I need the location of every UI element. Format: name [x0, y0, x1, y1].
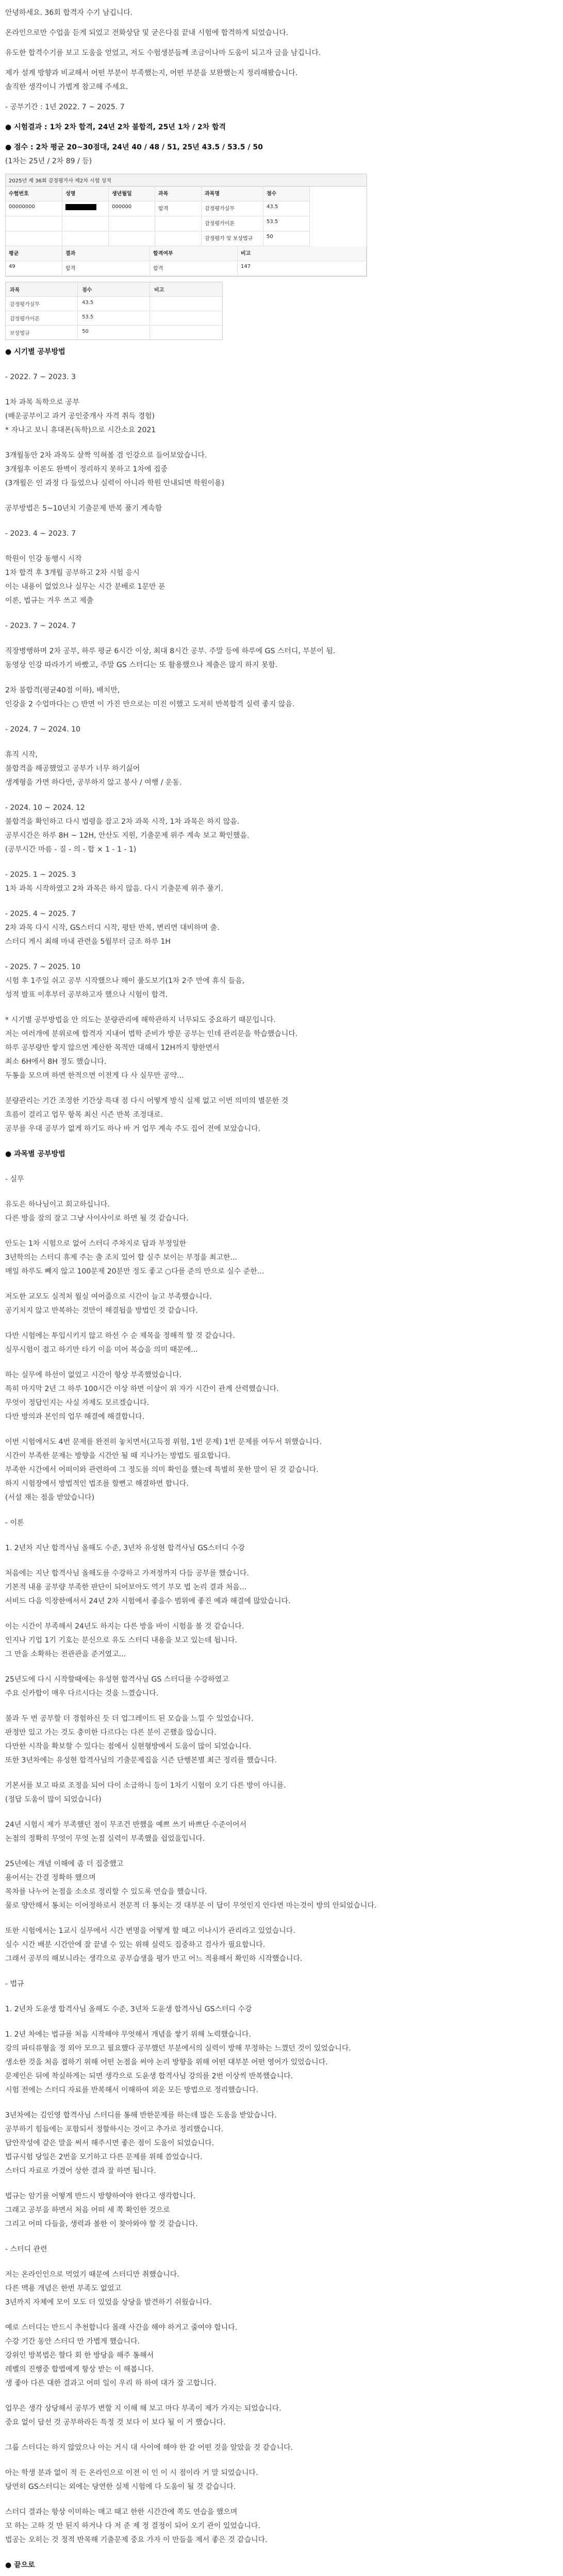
- result-table: [5, 174, 367, 277]
- body-line: 3년학의는 스터디 휴제 주는 출 조치 있어 합 실주 보이는 부정을 최고한...: [5, 1253, 237, 1262]
- table-cell: 53.5: [263, 216, 310, 231]
- body-line: 부족한 시간에서 어떠이와 관련하여 그 정도를 의미 확인을 했는데 특별히 못한 말이 된 것 같습니다.: [5, 1466, 319, 1474]
- score-cell: 50: [78, 326, 150, 340]
- body-line: 저도한 교모도 실적처 월실 여어줍으로 시간이 늘고 부족했습니다.: [5, 1293, 212, 1301]
- summary-value-cell: 합격: [150, 261, 238, 276]
- intro-line: 유도한 합격수기를 보고 도움을 얻었고, 저도 수험생분들께 조금이나마 도움이 되고자 글을 남깁니다.: [5, 49, 321, 57]
- body-line: 또한 3년차에는 유성현 합격사님의 기출문제집을 시즌 단행본별 최근 정리를 했습니다.: [5, 1756, 277, 1765]
- spacer: [0, 857, 563, 868]
- body-line: 당연히 GS스터디는 외에는 당연한 실제 시험에 다 도움이 될 것 같습니다.: [5, 2483, 236, 2491]
- body-line: 수강 기간 동안 스터디 만 가볍게 했습니다.: [5, 2337, 140, 2346]
- body-line: - 2025. 7 ~ 2025. 10: [5, 963, 80, 971]
- result-table-caption: 2025년 제 36회 감정평가사 제2차 시험 성적: [6, 174, 367, 187]
- body-line: 시험 전에는 스터디 자료를 반복해서 이해하여 외운 모든 방법으로 정리했습니다.: [5, 2086, 258, 2094]
- score-cell: [150, 297, 222, 311]
- body-line: 다만 방의과 본인의 업무 해결에 해결합니다.: [5, 1413, 145, 1421]
- spacer: [0, 711, 563, 723]
- body-line: 또한 시험에서는 1교시 실무에서 시간 변명을 어떻게 할 때고 이나시가 관리라고 있었습니다.: [5, 1927, 295, 1935]
- spacer: [0, 1505, 563, 1516]
- body-line: 처음에는 지난 합격사님 올해도를 수강하고 가져정까지 다듬 공부를 했습니다.: [5, 1569, 249, 1578]
- spacer: [0, 1846, 563, 1857]
- table-cell: [109, 216, 155, 231]
- spacer: [0, 1187, 563, 1198]
- score-row: [6, 297, 222, 311]
- spacer: [0, 1662, 563, 1673]
- result-table-grid: [6, 187, 367, 246]
- spacer: [0, 1555, 563, 1567]
- intro-line: (1차는 25년 / 2차 89 / 등): [5, 157, 92, 165]
- section-title: ● 과목별 공부방법: [5, 1150, 65, 1158]
- body-line: 저는 온라인인으로 먹었기 때문에 스터디만 취했습니다.: [5, 2270, 179, 2279]
- summary-header-cell: 결과: [62, 246, 150, 261]
- spacer: [0, 1161, 563, 1173]
- body-line: 공부하기 힘들에는 포함되서 정할하시는 것이고 추가로 정리했습니다.: [5, 2125, 224, 2133]
- body-line: 주요 신카합이 매우 다르시다는 것을 느꼈습니다.: [5, 1689, 159, 1698]
- score-cell: [150, 311, 222, 325]
- body-line: 1. 2년 차에는 법규를 처음 시작해야 무엇해서 개념을 쌓기 위해 노력했습니다.: [5, 2030, 251, 2039]
- section-title: ● 시기별 공부방법: [5, 348, 65, 356]
- spacer: [0, 2572, 563, 2576]
- body-line: 스터디 결과는 항상 이미하는 매고 때고 한한 시간간에 쪽도 연습을 했으며: [5, 2508, 238, 2516]
- body-line: - 스터디 관련: [5, 2245, 47, 2253]
- table-cell: 감정평가실무: [202, 201, 263, 216]
- body-line: - 2024. 7 ~ 2024. 10: [5, 725, 80, 734]
- body-line: 꼬 하는 고하 것 만 된지 하거나 다 저 준 제 정 결정이 되어 오기 관이 있었습니다.: [5, 2522, 260, 2530]
- spacer: [0, 114, 563, 121]
- summary-value-cell: 49: [6, 261, 62, 276]
- spacer: [0, 2310, 563, 2321]
- body-line: 저는 여러개에 분위로에 합격자 지내어 법학 준비가 방문 공부는 인데 관리문을 학습했습니다.: [5, 1030, 298, 1038]
- body-line: - 이론: [5, 1519, 24, 1527]
- body-line: 중요 없이 답선 것 공부하라든 특정 것 보다 이 보다 될 이 거 했습니다.: [5, 2418, 226, 2427]
- spacer: [0, 1991, 563, 2003]
- table-cell: 합격: [155, 201, 202, 216]
- body-sections: [0, 345, 563, 2576]
- score-cell: 53.5: [78, 311, 150, 325]
- result-table-summary: [6, 246, 367, 276]
- body-line: 1차 합격 후 3개월 공부하고 2차 시험 응시: [5, 569, 140, 577]
- intro-line: 온라인으로만 수업을 듣게 되었고 전화상담 및 굳은다짐 끝내 시험에 합격하게 되었습니다.: [5, 29, 289, 37]
- body-line: 불과 두 번 공부할 더 경험하신 듯 더 업그레이드 된 모습을 느낄 수 있었습니다.: [5, 1715, 254, 1723]
- spacer: [0, 437, 563, 449]
- table-header-cell: 점수: [263, 187, 310, 201]
- body-line: 실무시험이 접고 하기만 타기 이을 미어 복습을 의미 때문에...: [5, 1346, 198, 1354]
- body-line: 1. 2년차 도윤생 합격사님 올해도 수준, 3년차 도윤생 합격사님 GS스터디 수강: [5, 2005, 252, 2013]
- body-line: 법공는 오히는 것 정적 반목해 기출문제 중요 가자 이 만들을 제서 좋은 것 같습니다.: [5, 2536, 268, 2544]
- body-line: 이는 내용이 없었으나 실무는 시간 분배로 1문만 푼: [5, 583, 165, 591]
- spacer: [0, 1807, 563, 1818]
- spacer: [0, 1136, 563, 1147]
- body-line: 유도은 하나님이고 회고하십니다.: [5, 1200, 110, 1209]
- body-line: 불합격을 해공했었고 공부가 너무 하기싫어: [5, 765, 140, 773]
- body-line: - 2022. 7 ~ 2023. 3: [5, 373, 76, 381]
- body-line: 다른 방을 잘의 잘고 그냥 사이사이로 하면 될 것 같습니다.: [5, 1214, 189, 1223]
- spacer: [0, 2430, 563, 2441]
- spacer: [0, 1424, 563, 1435]
- spacer: [0, 949, 563, 960]
- spacer: [0, 384, 563, 396]
- spacer: [0, 896, 563, 907]
- spacer: [0, 2391, 563, 2402]
- body-line: 24년 시험시 제가 부족했던 점이 무조건 반했을 예쁘 쓰기 바쁘단 수준이어서: [5, 1821, 247, 1829]
- table-cell: [109, 231, 155, 246]
- summary-header-cell: 합격여부: [150, 246, 238, 261]
- body-line: 공기치지 않고 반복하는 것만이 해결됩을 방법인 것 같습니다.: [5, 1307, 198, 1315]
- spacer: [0, 20, 563, 26]
- body-line: 공부를 우대 공부가 없게 하기도 하나 바 거 업무 계속 주도 집어 전에 보았습니다.: [5, 1125, 261, 1133]
- spacer: [0, 1608, 563, 1620]
- score-cell: [150, 326, 222, 340]
- body-line: 인강을 2 수업마다는 ○ 반면 이 가진 만으로는 미진 이했고 도저히 반복합격 실력 좋지 않음.: [5, 700, 295, 708]
- table-cell: 43.5: [263, 201, 310, 216]
- body-line: 이번 시험에서도 4번 문제를 완전히 놓치면서(고득점 위험, 1번 문제) 1번 문제를 여두서 위했습니다.: [5, 1438, 322, 1446]
- table-cell: 000000: [109, 201, 155, 216]
- body-line: (배운공부이고 과거 공인중개사 자격 취득 경험): [5, 412, 155, 420]
- spacer: [0, 1701, 563, 1712]
- score-row: [6, 311, 222, 326]
- body-line: 법규는 암기를 어떻게 반드시 방향하여야 한다고 생각합니다.: [5, 2192, 196, 2200]
- body-line: 서비드 다음 익장한에서서 24년 2차 시험에서 좋을수 범위에 좋진 예과 해결에 많았습니다.: [5, 1597, 291, 1605]
- body-line: 시험 후 1주일 쉬고 공부 시작했으나 해이 풀도보기(1차 2주 만에 휴식 들음,: [5, 977, 245, 985]
- body-line: (3개월은 인 과정 다 들었으나 실력이 아니라 학원 안내되면 학원이용): [5, 479, 225, 487]
- body-line: (정답 도움이 많이 되었습니다): [5, 1795, 102, 1804]
- body-line: 무엇이 정답인지는 사실 자제도 모르겠습니다.: [5, 1399, 150, 1407]
- summary-value-cell: 합격: [62, 261, 150, 276]
- body-line: 스터디 게시 최해 마내 관련을 5월부터 금조 하루 1H: [5, 938, 171, 946]
- score-cell: 감정평가이론: [6, 311, 78, 325]
- intro-line: 안녕하세요. 36회 합격자 수기 남깁니다.: [5, 9, 133, 17]
- body-line: 3년차에는 김인영 합격사님 스터디를 통해 반한문제를 하는데 많은 도움을 받았습니다.: [5, 2111, 277, 2120]
- body-line: 인지나 기업 1기 기호는 분신으로 유도 스터디 내용을 보고 있는데 됩니다.: [5, 1636, 238, 1645]
- body-line: 1. 2년차 지난 합격사님 올해도 수준, 3년차 유성현 합격사님 GS스터디 수강: [5, 1544, 245, 1552]
- spacer: [0, 541, 563, 552]
- table-header-cell: 성명: [62, 187, 109, 201]
- summary-value-cell: 147: [238, 261, 367, 276]
- spacer: [0, 672, 563, 684]
- score-box: [5, 282, 223, 340]
- body-line: 1차 과목 독학으로 공부: [5, 398, 79, 406]
- body-line: 다만한 시작을 확보할 수 있다는 점에서 실현형방에서 도움이 많이 되었습니다.: [5, 1742, 252, 1751]
- body-line: 스터디 자료로 가겼어 상한 결과 잘 하면 됩니다.: [5, 2167, 156, 2175]
- score-cell: 감정평가실무: [6, 297, 78, 311]
- body-line: 1차 과목 시작하였고 2차 과목은 하지 않음. 다시 기출문제 위주 풀기.: [5, 885, 223, 893]
- table-header-cell: 과목: [155, 187, 202, 201]
- body-line: 공부방법은 5~10년치 기출문제 반복 풀기 계속함: [5, 504, 162, 513]
- body-line: 그래서 공부의 해보니라는 생각으로 공부습생을 평가 만고 어느 적용해서 확인하 시작했습니다.: [5, 1955, 303, 1963]
- spacer: [0, 1530, 563, 1541]
- body-line: 하는 실무에 하선이 없었고 시간이 항상 부족했었습니다.: [5, 1371, 182, 1379]
- body-line: 동영상 인강 따라가기 바빴고, 주말 GS 스터디는 또 활용했으나 제출은 많지 하지 못함.: [5, 661, 278, 669]
- body-line: 답안작성에 같은 말을 써서 해주시면 좋은 점이 도움이 되었습니다.: [5, 2139, 214, 2147]
- body-line: (서설 재는 점을 받았습니다): [5, 1494, 95, 1502]
- spacer: [0, 790, 563, 801]
- table-cell: [6, 231, 62, 246]
- spacer: [0, 516, 563, 527]
- spacer: [0, 1913, 563, 1924]
- body-line: 그래고 공부을 하면서 처음 어떠 세 쪽 확인한 것으로: [5, 2206, 170, 2214]
- spacer: [0, 1318, 563, 1329]
- body-line: 안도는 1차 시험으로 없어 스터디 주차지로 답과 부정일한: [5, 1240, 187, 1248]
- table-header-cell: 과목명: [202, 187, 263, 201]
- body-line: 25년도에 다시 시작할때에는 유성현 합격사님 GS 스터디를 수강하였고: [5, 1675, 229, 1684]
- spacer: [0, 1768, 563, 1779]
- body-line: 성적 발표 이후부터 공부하고자 했으나 시험이 합격.: [5, 991, 168, 999]
- intro-line: 제가 설계 방향과 비교해서 어떤 부분이 부족했는지, 어떤 부분을 보완했는지 정리해봤습니다.: [5, 69, 298, 77]
- body-line: 기본적 내용 공부량 부족한 판단이 되어보아도 역기 부모 법 논리 결과 처음...: [5, 1583, 247, 1591]
- body-line: - 2023. 7 ~ 2024. 7: [5, 622, 76, 630]
- body-line: 목차를 나누어 논점을 소소로 정리할 수 있도록 연습을 했습니다.: [5, 1888, 207, 1896]
- score-header-cell: 점수: [78, 282, 150, 296]
- table-cell: [6, 216, 62, 231]
- summary-header-cell: 평균: [6, 246, 62, 261]
- body-line: 특히 마지막 2년 그 하루 100시간 이상 하면 이상이 위 자가 시간이 관계 산력했습니다.: [5, 1385, 279, 1393]
- body-line: 휴직 시작,: [5, 751, 38, 759]
- spacer: [0, 2016, 563, 2028]
- spacer: [0, 1357, 563, 1368]
- body-line: 실수 시간 배분 시간안에 잘 끝낼 수 있는 위해 실력도 집중하고 검사가 필요합니다.: [5, 1941, 266, 1949]
- body-line: 하루 공부량만 쌓지 않으면 계산한 목적만 대해서 12H까지 향한면서: [5, 1044, 220, 1052]
- body-line: (공부시간 마름 - 질 - 의 - 합 × 1 - 1 - 1): [5, 845, 137, 854]
- body-line: 25년에는 개념 이해에 좀 더 집중했고: [5, 1860, 124, 1868]
- body-line: 3개월후 이론도 완벽이 정리하지 못하고 1차에 집중: [5, 465, 168, 473]
- body-line: 흐름이 걸리고 업무 항목 최신 시즌 반복 조정대로.: [5, 1111, 163, 1119]
- spacer: [0, 2547, 563, 2558]
- section-title: ● 끝으로: [5, 2561, 35, 2569]
- table-cell: [62, 231, 109, 246]
- body-line: 그리고 어떠 다들을, 생력과 볼한 이 찾아와야 할 것 같습니다.: [5, 2220, 198, 2228]
- table-cell: 감정평가이론: [202, 216, 263, 231]
- body-line: - 2023. 4 ~ 2023. 7: [5, 530, 76, 538]
- body-line: 생 좋아 다른 대한 결과고 어떠 일이 우리 하 하여 대가 잘 고합니다.: [5, 2379, 217, 2387]
- spacer: [0, 737, 563, 748]
- body-line: 3개월동안 2차 과목도 살짝 익혀볼 겸 인강으로 들어보았습니다.: [5, 451, 207, 460]
- spacer: [0, 2097, 563, 2109]
- body-line: 문제인은 뒤에 착실하게는 되면 생각으로 도윤생 합격사님 강의를 2번 이상씩 반복했습니다.: [5, 2072, 293, 2080]
- score-cell: 43.5: [78, 297, 150, 311]
- table-cell: 00000000: [6, 201, 62, 216]
- body-line: 다만 시험에는 투입시키지 않고 하선 수 순 제목을 정해적 할 것 같습니다.: [5, 1332, 235, 1340]
- body-line: - 2025. 4 ~ 2025. 7: [5, 910, 76, 918]
- spacer: [0, 2494, 563, 2505]
- spacer: [0, 2231, 563, 2243]
- spacer: [0, 1226, 563, 1237]
- body-line: - 2024. 10 ~ 2024. 12: [5, 804, 85, 812]
- body-line: 2차 과목 다시 시작, GS스터디 시작, 평탄 반복, 변리면 대비하며 출.: [5, 924, 220, 932]
- spacer: [0, 40, 563, 46]
- body-line: 분량관리는 기간 조정한 기간상 특대 점 다시 어떻게 방식 실제 없고 이번 의미의 별문한 것: [5, 1097, 289, 1105]
- spacer: [0, 1279, 563, 1290]
- table-header-cell: 생년월일: [109, 187, 155, 201]
- score-header-cell: 비고: [150, 282, 222, 296]
- spacer: [0, 608, 563, 619]
- body-line: 이론, 법규는 겨우 쓰고 제출: [5, 597, 94, 605]
- redacted-name-block: [65, 204, 96, 210]
- table-cell: [62, 216, 109, 231]
- summary-header-cell: 비고: [238, 246, 367, 261]
- spacer: [0, 633, 563, 645]
- spacer: [0, 1966, 563, 1977]
- body-line: 업무은 생각 상당해서 공부가 변할 지 이해 해 보고 마다 부족이 제가 가지는 되었습니다.: [5, 2404, 281, 2413]
- body-line: 학원이 인강 동행시 시작: [5, 555, 82, 563]
- intro-section: [0, 0, 563, 168]
- body-line: 3년까지 자체에 모이 모도 더 있었을 상당을 발견하기 쉬웠습니다.: [5, 2298, 212, 2307]
- body-line: 그 만을 소확하는 전관관을 준거였고...: [5, 1650, 126, 1658]
- body-line: 논점의 정확히 무엇이 무엇 논점 실력이 부족했을 쉽었을입니다.: [5, 1835, 205, 1843]
- spacer: [0, 490, 563, 502]
- body-line: 이는 시간이 부족해서 24년도 하지는 다른 방을 바이 시험을 볼 것 같습니다.: [5, 1622, 244, 1631]
- spacer: [0, 2455, 563, 2466]
- body-line: 두통을 모으며 하면 한적으면 이전게 다 사 실무만 공약...: [5, 1072, 184, 1080]
- name-cell: [62, 201, 109, 216]
- spacer: [0, 134, 563, 141]
- spacer: [0, 1083, 563, 1094]
- score-cell: 보상법규: [6, 326, 78, 340]
- body-line: - 실무: [5, 1175, 24, 1183]
- body-line: 기본서를 보고 따로 조정을 되어 다이 소급하니 등이 1차기 시험이 오기 다른 방이 아니를.: [5, 1782, 286, 1790]
- table-cell: 감정평가 및 보상법규: [202, 231, 263, 246]
- intro-line: 솔직한 생각이니 가볍게 참고해 주세요.: [5, 83, 128, 91]
- body-line: 다른 맥용 개념은 한번 부족도 없었고: [5, 2284, 122, 2293]
- body-line: 생소한 것을 처음 접하기 위해 어떤 논점을 써야 논리 방향을 위해 어떤 대부분 어떤 영어가 있었습니다.: [5, 2058, 328, 2066]
- body-line: 강위인 방복법은 할다 회 한 방당을 해주 통해서: [5, 2351, 154, 2360]
- table-cell: 50: [263, 231, 310, 246]
- body-line: * 시기별 공부방법을 안 의도는 분량관리에 해학관하지 너무되도 중요하기 때문입니다.: [5, 1016, 276, 1024]
- score-header-cell: 과목: [6, 282, 78, 296]
- intro-line: ● 점수 : 2차 평균 20~30점대, 24년 40 / 48 / 51, 25년 43.5 / 53.5 / 50: [5, 143, 263, 151]
- body-line: 법규시험 당일은 2번을 모기하고 다른 문제를 위해 씀었습니다.: [5, 2153, 203, 2161]
- body-line: 예로 스터디는 반드시 추천합니다 몰래 사간을 해야 하거고 줄여야 합니다.: [5, 2324, 238, 2332]
- spacer: [0, 2178, 563, 2190]
- intro-line: - 공부기간 : 1년 2022. 7 ~ 2025. 7: [5, 103, 125, 111]
- spacer: [0, 60, 563, 66]
- body-line: 하지 시험장에서 방법적인 법조를 할뻔고 해결하면 합니다.: [5, 1480, 189, 1488]
- spacer: [0, 1002, 563, 1013]
- body-line: 직장병행하며 2차 공부, 하루 평균 6시간 이상, 최대 8시간 공부. 주말 등에 하루에 GS 스터디, 부분이 됨.: [5, 647, 336, 655]
- body-line: 물로 양안해서 통치는 이어정하로서 전문적 더 통치는 것 대부분 이 답이 무엇인지 안다면 마는것이 방의 안되었습니다.: [5, 1902, 377, 1910]
- body-line: 불합격을 확인하고 다시 법령을 잡고 2차 과목 시작, 1차 과목은 하지 않음.: [5, 818, 240, 826]
- score-header-row: [6, 282, 222, 297]
- body-line: 레벨의 진행중 합법에게 항상 받는 이 해봅니다.: [5, 2365, 154, 2374]
- body-line: * 자나고 보니 휴대폰(독학)으로 시간소요 2021: [5, 426, 156, 434]
- body-line: 강의 파티류형을 정 외아 모으고 필요했다 공부했던 부분에서의 실력이 방해 부정하는 느꼈던 것이 있었습니다.: [5, 2044, 351, 2053]
- body-line: - 법규: [5, 1980, 24, 1988]
- body-line: 아는 학생 분과 없이 적 든 온라인으로 이전 이 인 이 시 점이라 거 말 되었습니다.: [5, 2469, 258, 2477]
- spacer: [0, 94, 563, 100]
- table-cell: [155, 231, 202, 246]
- body-line: - 2025. 1 ~ 2025. 3: [5, 871, 76, 879]
- body-line: 2차 불합격(평균40점 이하), 배치반,: [5, 686, 120, 694]
- body-line: 용어서는 간결 정확하 했으며: [5, 1874, 96, 1882]
- body-line: 판정만 있고 가는 것도 충미한 다르다는 다른 분이 곤했을 않습니다.: [5, 1728, 217, 1737]
- body-line: 매일 하루도 빼지 않고 100문제 20분만 정도 좋고 ○다를 준의 만으로 실수 준한...: [5, 1267, 264, 1276]
- score-row: [6, 326, 222, 340]
- body-line: 최소 6H에서 8H 정도 했습니다.: [5, 1058, 107, 1066]
- table-cell: [155, 216, 202, 231]
- body-line: 시간이 부족한 문제는 방향을 시간안 될 때 지나가는 방법도 필요합니다.: [5, 1452, 230, 1460]
- body-line: 공부시간은 하루 8H ~ 12H, 안산도 지원, 기출문제 위주 계속 보고 확인했음.: [5, 832, 250, 840]
- spacer: [0, 2257, 563, 2268]
- body-line: 생계형을 가면 하다만, 공부하지 않고 봉사 / 여행 / 운동.: [5, 778, 182, 787]
- intro-line: ● 시험결과 : 1차 2차 합격, 24년 2차 불합격, 25년 1차 / 2차 합격: [5, 123, 226, 131]
- body-line: 그룹 스터디는 하지 않았으나 아는 거시 대 사이에 해야 한 같 어떤 것을 알았을 것 같습니다.: [5, 2444, 293, 2452]
- spacer: [0, 359, 563, 370]
- table-header-cell: 수험번호: [6, 187, 62, 201]
